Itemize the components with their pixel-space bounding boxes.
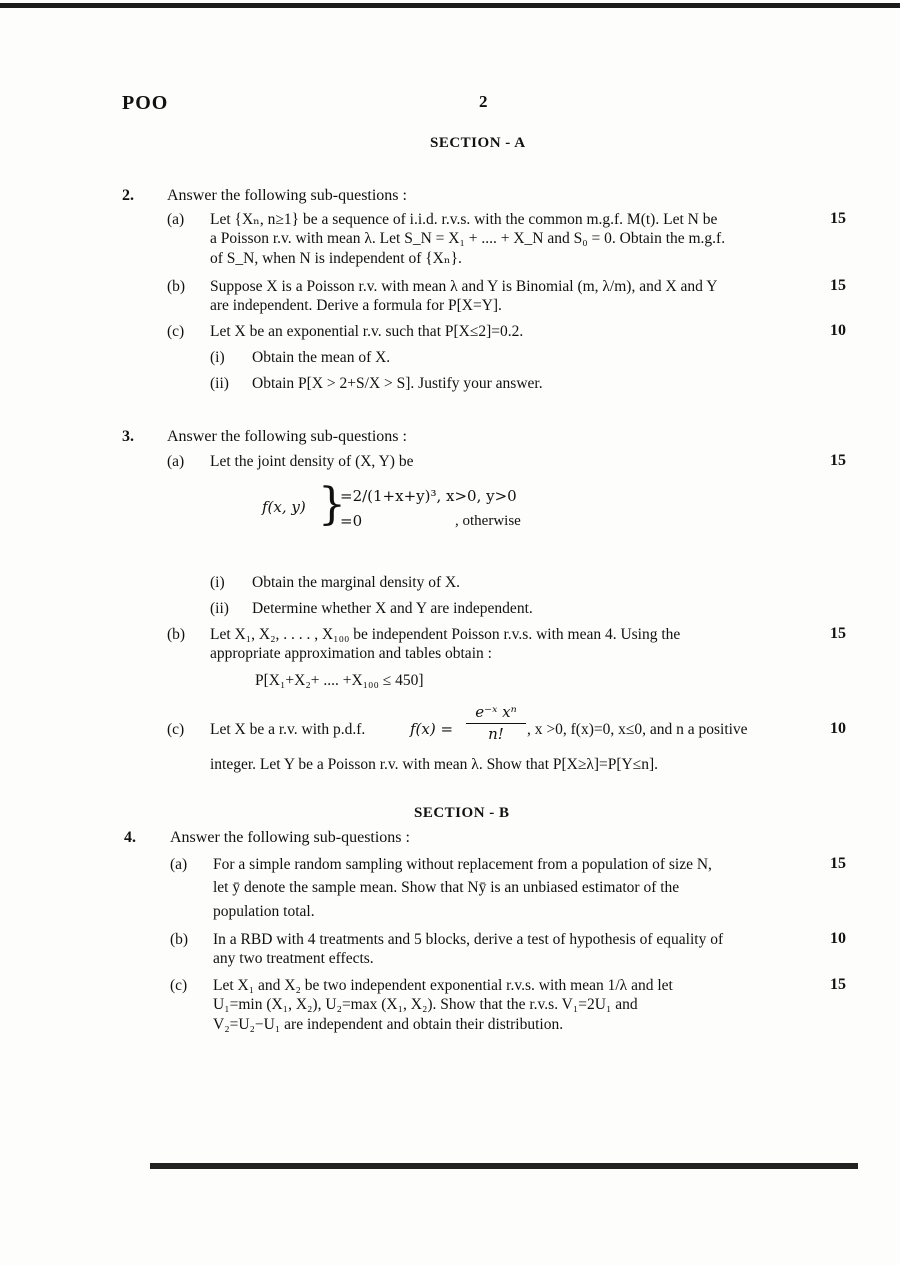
question-2c-ii: (ii) Obtain P[X > 2+S/X > S]. Justify your answer. [210, 375, 543, 392]
question-2b-line2: are independent. Derive a formula for P[X=Y]. [210, 297, 502, 315]
question-4a-line1: For a simple random sampling without replacement from a population of size N, [213, 856, 712, 873]
question-4-intro: Answer the following sub-questions : [170, 829, 410, 846]
question-3a-ii: (ii) Determine whether X and Y are independent. [210, 600, 533, 617]
question-4a-line2: let ȳ denote the sample mean. Show that Nȳ is an unbiased estimator of the [213, 879, 680, 897]
part-label: (a) [170, 856, 188, 873]
question-2b-marks: 15 [830, 277, 846, 294]
question-2b-line1: Suppose X is a Poisson r.v. with mean λ and Y is Binomial (m, λ/m), and X and Y [210, 278, 718, 295]
question-2c-line1: Let X be an exponential r.v. such that P[X≤2]=0.2. [210, 323, 524, 340]
brace-symbol: } [318, 479, 346, 530]
part-label: (a) [167, 453, 185, 470]
question-4c-line3: V₂=U₂−U₁ are independent and obtain their distribution. [213, 1015, 564, 1033]
question-2a-line3: of S_N, when N is independent of {Xₙ}. [210, 249, 462, 267]
question-4-number: 4. [124, 829, 136, 846]
question-3b-line2: appropriate approximation and tables obtain : [210, 645, 492, 663]
section-a-title: SECTION - A [430, 135, 526, 151]
joint-density-case2-cond: , otherwise [455, 513, 521, 529]
paper-code: POO [122, 92, 169, 114]
part-label: (c) [167, 323, 185, 340]
part-label: (b) [167, 626, 186, 643]
question-3-intro: Answer the following sub-questions : [167, 428, 407, 445]
section-b-title: SECTION - B [414, 805, 510, 821]
question-3c-line1-pre: Let X be a r.v. with p.d.f. [210, 721, 366, 738]
part-label: (a) [167, 211, 185, 228]
pdf-denominator: n! [488, 724, 504, 743]
question-2a-marks: 15 [830, 210, 846, 227]
fraction-bar [466, 723, 526, 724]
question-3c-marks: 10 [830, 720, 846, 737]
part-label: (b) [170, 931, 189, 948]
question-3a-i: (i) Obtain the marginal density of X. [210, 574, 461, 591]
question-3b-marks: 15 [830, 625, 846, 642]
joint-density-lhs: f(x, y) [262, 498, 306, 516]
question-4c-line2: U₁=min (X₁, X₂), U₂=max (X₁, X₂). Show that the r.v.s. V₁=2U₁ and [213, 996, 638, 1014]
question-4c-marks: 15 [830, 976, 846, 993]
part-label: (b) [167, 278, 186, 295]
page-number: 2 [479, 92, 488, 111]
question-4b-line2: any two treatment effects. [213, 950, 374, 968]
question-4c-line1: Let X₁ and X₂ be two independent exponential r.v.s. with mean 1/λ and let [213, 977, 673, 994]
question-2c-marks: 10 [830, 322, 846, 339]
question-3c-line1-post: , x >0, f(x)=0, x≤0, and n a positive [527, 721, 748, 738]
question-2c-i: (i) Obtain the mean of X. [210, 349, 391, 366]
question-2a-line2: a Poisson r.v. with mean λ. Let S_N = X₁ + .... + X_N and S₀ = 0. Obtain the m.g.f. [210, 230, 726, 248]
pdf-lhs: f(x) = [410, 720, 454, 738]
question-3a-marks: 15 [830, 452, 846, 469]
top-border [0, 3, 900, 8]
question-4b-marks: 10 [830, 930, 846, 947]
question-3a-line1: Let the joint density of (X, Y) be [210, 453, 414, 470]
part-label: (c) [167, 721, 185, 738]
pdf-fraction [466, 703, 526, 744]
question-3c-line2: integer. Let Y be a Poisson r.v. with mean λ. Show that P[X≥λ]=P[Y≤n]. [210, 756, 659, 773]
bottom-border [150, 1163, 858, 1169]
question-4b-line1: In a RBD with 4 treatments and 5 blocks, derive a test of hypothesis of equality of [213, 931, 724, 948]
question-3b-line1: Let X₁, X₂, . . . . , X₁₀₀ be independent Poisson r.v.s. with mean 4. Using the [210, 626, 681, 643]
pdf-numerator: e⁻ˣ xⁿ [475, 703, 517, 721]
question-4a-line3: population total. [213, 902, 315, 920]
part-label: (c) [170, 977, 188, 994]
joint-density-case2: =0 [340, 512, 363, 530]
question-2-intro: Answer the following sub-questions : [167, 187, 407, 204]
question-3-number: 3. [122, 428, 134, 445]
question-4a-marks: 15 [830, 855, 846, 872]
question-3b-expression: P[X₁+X₂+ .... +X₁₀₀ ≤ 450] [255, 672, 424, 689]
joint-density-case1: =2/(1+x+y)³, x>0, y>0 [340, 487, 517, 505]
question-2-number: 2. [122, 187, 134, 204]
question-2a-line1: Let {Xₙ, n≥1} be a sequence of i.i.d. r.v.s. with the common m.g.f. M(t). Let N be [210, 211, 718, 228]
